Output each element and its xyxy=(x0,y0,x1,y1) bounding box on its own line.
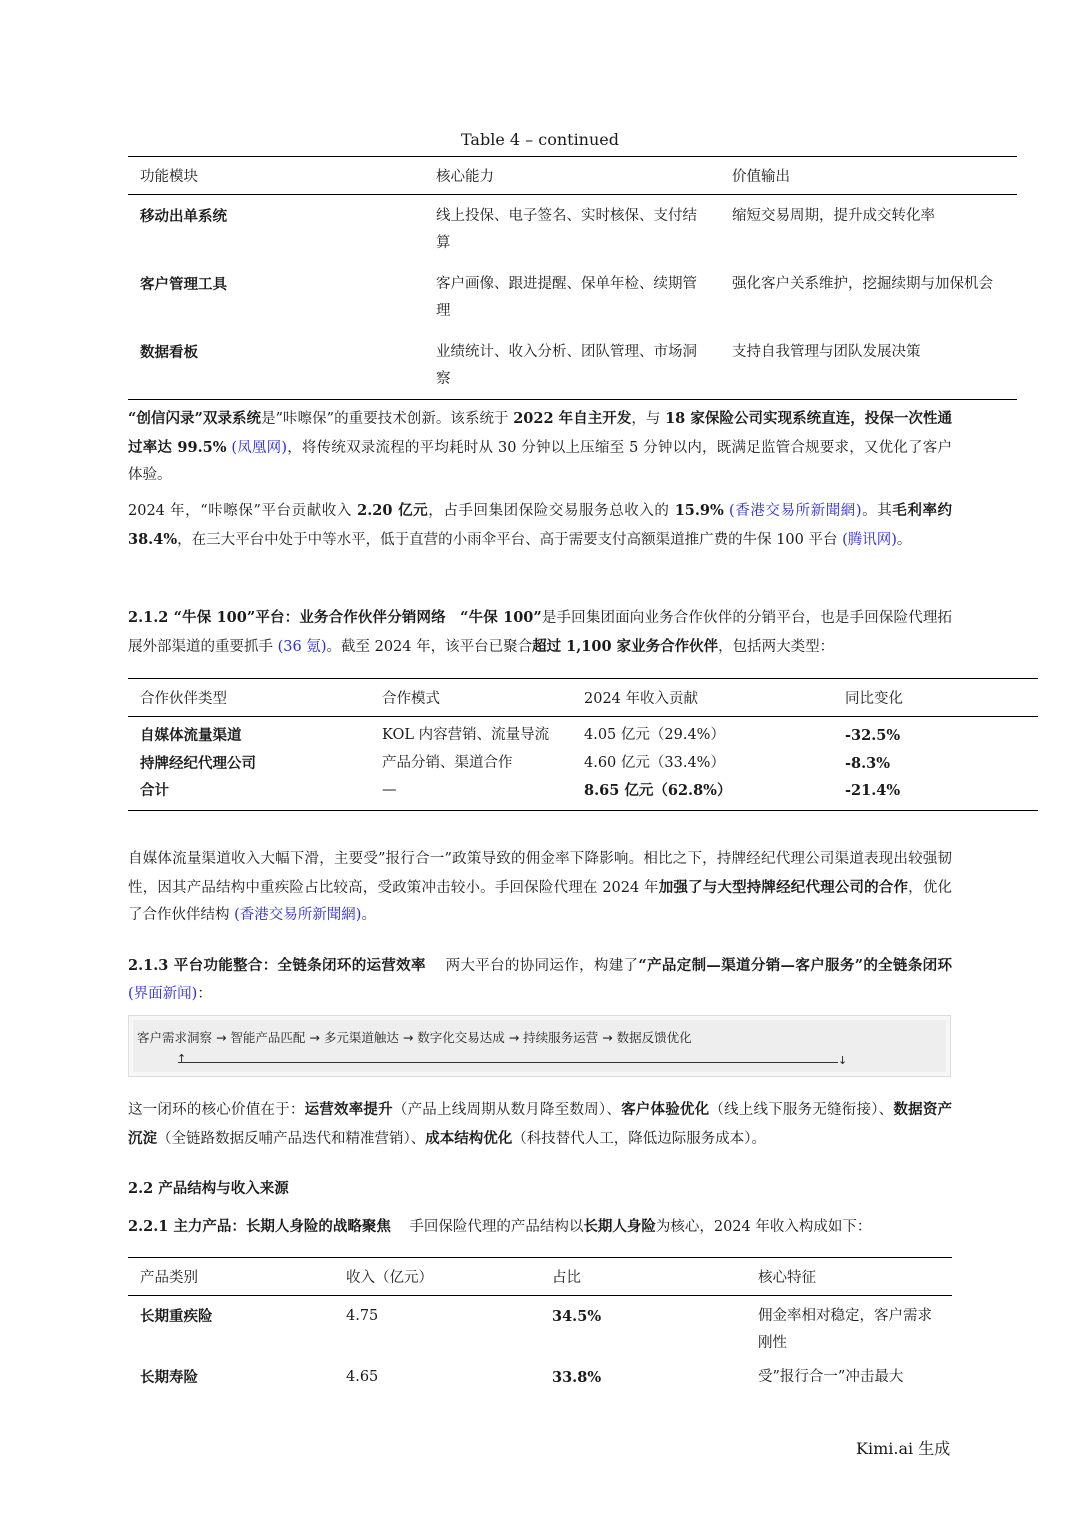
partner-type-cell: 自媒体流量渠道 xyxy=(140,727,242,744)
capability-cell: 业绩统计、收入分析、团队管理、市场洞察 xyxy=(436,344,697,387)
mode-cell: — xyxy=(382,782,397,798)
up-arrow-icon: ↑ xyxy=(177,1052,187,1065)
source-link[interactable]: (36 氪) xyxy=(277,638,327,655)
closed-loop-flow-block xyxy=(128,1015,951,1077)
column-header: 价值输出 xyxy=(720,157,1017,195)
partner-table xyxy=(128,678,1038,811)
table-row xyxy=(128,1296,952,1358)
value-cell: 缩短交易周期，提升成交转化率 xyxy=(732,208,935,224)
table-caption: Table 4 – continued xyxy=(461,130,619,149)
column-header: 功能模块 xyxy=(128,157,424,195)
column-header: 2024 年收入贡献 xyxy=(572,679,833,717)
change-cell: -21.4% xyxy=(845,782,901,799)
value-cell: 支持自我管理与团队发展决策 xyxy=(732,344,921,360)
table-row xyxy=(128,777,1038,810)
section-heading: 2.1.3 平台功能整合：全链条闭环的运营效率 xyxy=(128,957,426,974)
code-block-background xyxy=(133,1020,946,1072)
revenue-cell: 4.65 xyxy=(346,1369,379,1385)
section-heading: 2.2.1 主力产品：长期人身险的战略聚焦 xyxy=(128,1218,391,1235)
module-cell: 数据看板 xyxy=(140,344,198,361)
module-cell: 移动出单系统 xyxy=(140,208,227,225)
paragraph-section-2-1-3: 2.1.3 平台功能整合：全链条闭环的运营效率 两大平台的协同运作，构建了“产品定制—渠道分销—客户服务”的全链条闭环 (界面新闻)： xyxy=(128,957,953,1002)
feature-cell: 受”报行合一”冲击最大 xyxy=(758,1369,904,1385)
revenue-cell: 4.05 亿元（29.4%） xyxy=(584,727,725,743)
capability-cell: 客户画像、跟进提醒、保单年检、续期管理 xyxy=(436,276,697,319)
revenue-cell: 4.60 亿元（33.4%） xyxy=(584,754,725,771)
source-link[interactable]: (凤凰网) xyxy=(231,439,287,456)
page-footer: Kimi.ai 生成 xyxy=(856,1439,951,1458)
table-header-row xyxy=(128,679,1038,717)
mode-cell: 产品分销、渠道合作 xyxy=(382,754,513,771)
paragraph-section-2-1-2: 2.1.2 “牛保 100”平台：业务合作伙伴分销网络 “牛保 100”是手回集团面向业务合作伙伴的分销平台，也是手回保险代理拓展外部渠道的重要抓手 (36 氪)。截至 2024 年，该平台已聚合超过 1,100 家业务合作伙伴，包括两大类型： xyxy=(128,609,952,655)
table-row xyxy=(128,263,1017,331)
source-link[interactable]: (界面新闻) xyxy=(128,985,198,1002)
partner-type-cell: 合计 xyxy=(140,782,169,799)
section-heading-2-2: 2.2 产品结构与收入来源 xyxy=(128,1180,289,1197)
change-cell: -32.5% xyxy=(845,727,901,744)
table-row xyxy=(128,1357,952,1391)
change-cell: -8.3% xyxy=(845,754,891,772)
table-row xyxy=(128,750,1038,778)
paragraph-section-2-2-1: 2.2.1 主力产品：长期人身险的战略聚焦 手回保险代理的产品结构以长期人身险为核心，2024 年收入构成如下： xyxy=(128,1218,872,1235)
table-row xyxy=(128,331,1017,400)
column-header: 产品类别 xyxy=(128,1258,334,1296)
paragraph-dual-record-system: “创信闪录”双录系统是”咔嚓保”的重要技术创新。该系统于 2022 年自主开发，与 18 家保险公司实现系统直连，投保一次性通过率达 99.5% (凤凰网)，将传统双录流程的平均耗时从 30 分钟以上压缩至 5 分钟以内，既满足监管合规要求，又优化了客户体验。 xyxy=(128,410,953,483)
paragraph-loop-value: 这一闭环的核心价值在于：运营效率提升（产品上线周期从数月降至数周）、客户体验优化（线上线下服务无缝衔接）、数据资产沉淀（全链路数据反哺产品迭代和精准营销）、成本结构优化（科技替代人工，降低边际服务成本）。 xyxy=(128,1101,953,1147)
source-link[interactable]: (香港交易所新聞網) xyxy=(234,907,362,923)
column-header: 合作模式 xyxy=(370,679,572,717)
table-row xyxy=(128,717,1038,750)
paragraph-kachabao-revenue: 2024 年，“咔嚓保”平台贡献收入 2.20 亿元，占手回集团保险交易服务总收入的 15.9% (香港交易所新聞網)。其毛利率约 38.4%，在三大平台中处于中等水平，低于直营的小雨伞平台、高于需要支付高额渠道推广费的牛保 100 平台 (腾讯网)。 xyxy=(128,502,953,548)
capability-cell: 线上投保、电子签名、实时核保、支付结算 xyxy=(436,208,697,251)
value-cell: 强化客户关系维护，挖掘续期与加保机会 xyxy=(732,276,993,292)
source-link[interactable]: (腾讯网) xyxy=(842,531,897,548)
down-arrow-icon: ↓ xyxy=(838,1054,848,1067)
column-header: 收入（亿元） xyxy=(334,1258,540,1296)
revenue-cell: 8.65 亿元（62.8%） xyxy=(584,782,732,799)
column-header: 核心特征 xyxy=(746,1258,952,1296)
column-header: 占比 xyxy=(540,1258,746,1296)
column-header: 合作伙伴类型 xyxy=(128,679,370,717)
column-header: 核心能力 xyxy=(424,157,720,195)
feedback-loop-line xyxy=(178,1050,838,1063)
category-cell: 长期寿险 xyxy=(140,1369,198,1386)
flow-line: 客户需求洞察 → 智能产品匹配 → 多元渠道触达 → 数字化交易达成 → 持续服务运营 → 数据反馈优化 xyxy=(137,1030,692,1045)
partner-type-cell: 持牌经纪代理公司 xyxy=(140,754,256,772)
mode-cell: KOL 内容营销、流量导流 xyxy=(382,727,550,743)
column-header: 同比变化 xyxy=(833,679,1038,717)
product-structure-table xyxy=(128,1257,952,1391)
function-module-table xyxy=(128,156,1017,400)
table-header-row xyxy=(128,1258,952,1296)
source-link[interactable]: (香港交易所新聞網) xyxy=(729,503,862,519)
table-row xyxy=(128,195,1017,264)
share-cell: 33.8% xyxy=(552,1369,602,1386)
category-cell: 长期重疾险 xyxy=(140,1308,213,1325)
module-cell: 客户管理工具 xyxy=(140,276,227,293)
section-heading: 2.1.2 “牛保 100”平台：业务合作伙伴分销网络 xyxy=(128,609,446,626)
table-header-row xyxy=(128,157,1017,195)
feature-cell: 佣金率相对稳定，客户需求刚性 xyxy=(758,1308,932,1351)
paragraph-channel-analysis: 自媒体流量渠道收入大幅下滑，主要受”报行合一”政策导致的佣金率下降影响。相比之下，持牌经纪代理公司渠道表现出较强韧性，因其产品结构中重疾险占比较高，受政策冲击较小。手回保险代理在 2024 年加强了与大型持牌经纪代理公司的合作，优化了合作伙伴结构 (香港交易所新聞網)。 xyxy=(128,851,953,923)
share-cell: 34.5% xyxy=(552,1308,602,1325)
revenue-cell: 4.75 xyxy=(346,1308,379,1324)
